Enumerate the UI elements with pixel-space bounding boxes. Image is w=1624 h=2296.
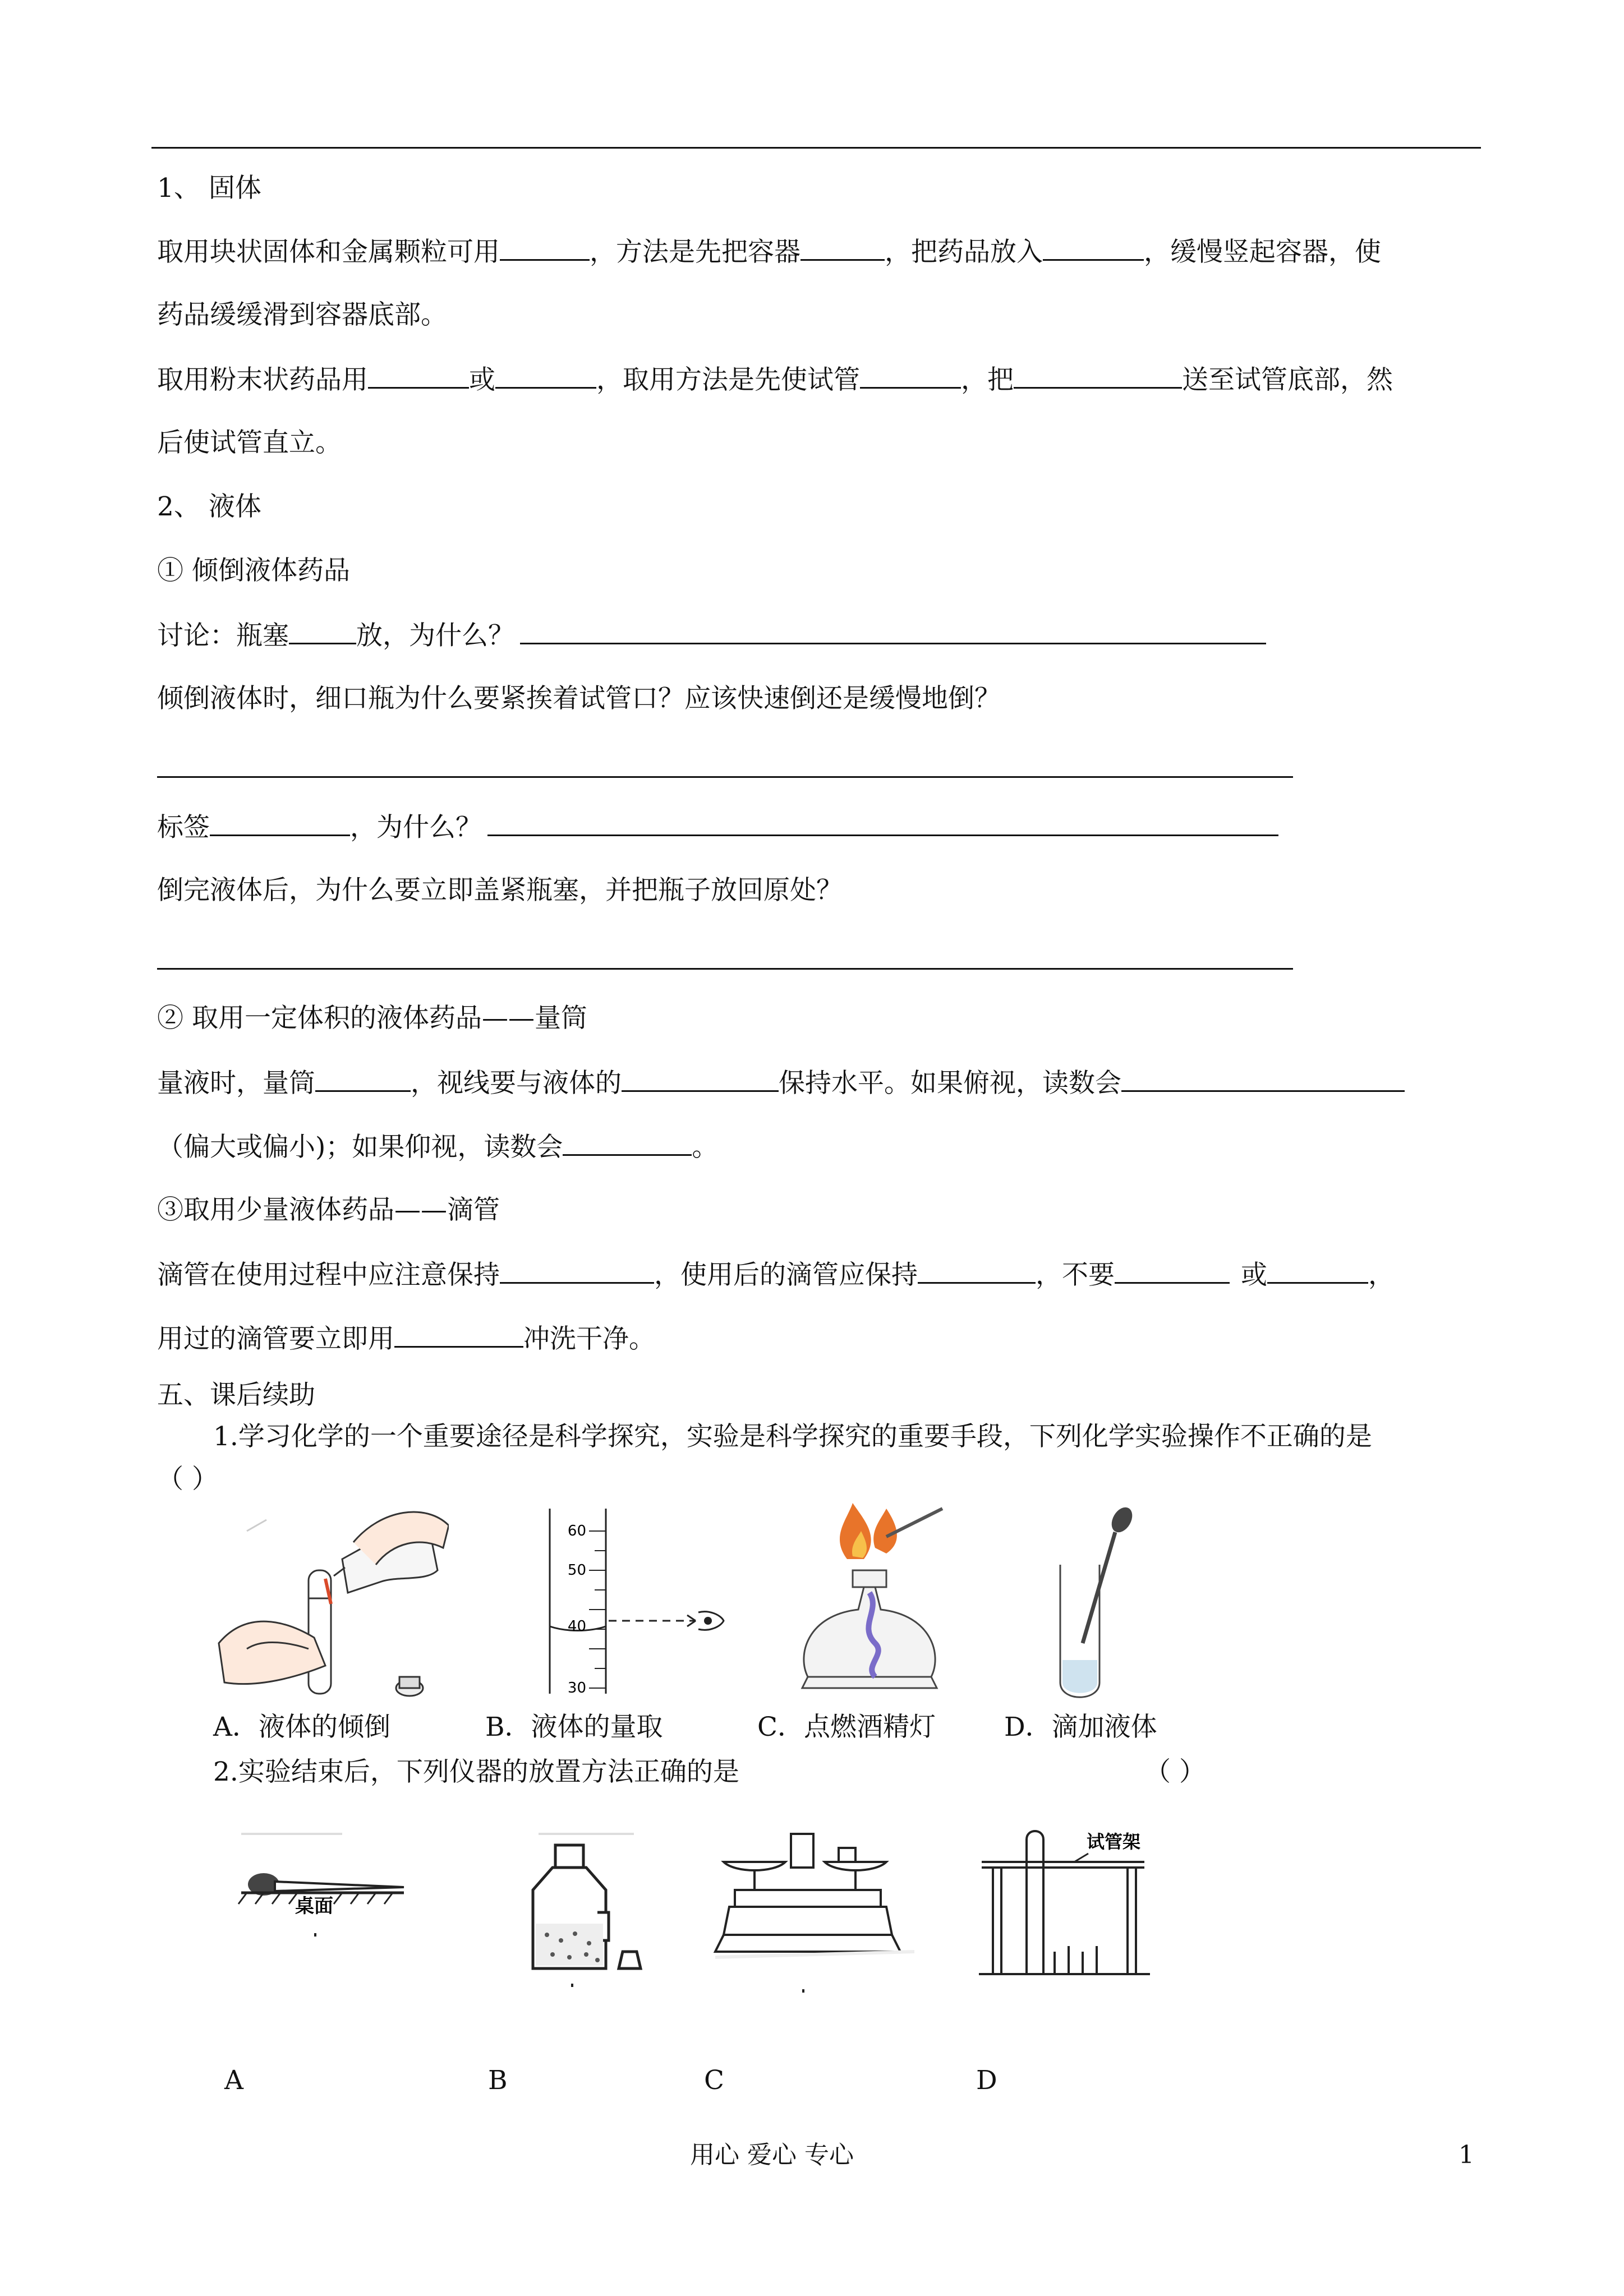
measuring-cylinder-figure [527,1509,729,1699]
option-A[interactable]: A．液体的倾倒 [213,1712,390,1742]
option-B[interactable]: B [488,2065,508,2096]
fill-blank[interactable] [1115,1257,1230,1284]
option-A[interactable]: A [224,2065,243,2096]
fill-blank[interactable] [500,234,590,261]
text: ，缓慢竖起容器，使 [1144,237,1381,268]
fill-blank[interactable] [394,1321,523,1348]
alcohol-lamp-figure [797,1497,999,1705]
subheading-cylinder: ② 取用一定体积的液体药品——量筒 [157,1003,587,1034]
text: ，取用方法是先使试管 [596,365,860,395]
header-rule [151,147,1481,149]
text: 送至试管底部，然 [1182,365,1393,395]
text: ，把 [961,365,1014,395]
text: ，使用后的滴管应保持 [654,1260,918,1290]
paragraph-line [157,1066,1405,1100]
paragraph-line: 后使试管直立。 [157,427,342,458]
text: 放，为什么？ [356,620,514,651]
question-line [157,810,1278,845]
fill-blank[interactable] [1014,362,1182,389]
dropper-figure [1043,1503,1144,1705]
answer-blank[interactable] [520,618,1266,644]
text: 滴管在使用过程中应注意保持 [157,1260,500,1290]
text: 标签 [157,812,210,843]
section-heading-solid: 1、 固体 [157,173,261,204]
fill-blank[interactable] [210,810,350,836]
answer-line[interactable] [157,968,1293,970]
fill-blank[interactable] [918,1257,1036,1284]
text: 或 [1241,1260,1267,1290]
option-B[interactable]: B．液体的量取 [485,1712,663,1742]
text: 或 [469,365,495,395]
text: （偏大或偏小)；如果仰视，读数会 [157,1132,563,1163]
paragraph-line: 药品缓缓滑到容器底部。 [157,299,447,330]
fill-blank[interactable] [495,362,596,389]
question-2: 2.实验结束后，下列仪器的放置方法正确的是 [213,1756,739,1787]
subheading-pour: ① 倾倒液体药品 [157,555,350,586]
option-C[interactable]: C．点燃酒精灯 [757,1712,936,1742]
tick-label: 50 [567,1562,586,1579]
balance-figure [712,1823,926,1997]
tick-label: 40 [567,1618,586,1635]
text: ，为什么？ [350,812,482,843]
fill-blank[interactable] [315,1066,411,1092]
text: 取用粉末状药品用 [157,365,368,395]
rack-label: 试管架 [1086,1831,1141,1852]
answer-paren[interactable]: （ ） [1144,1756,1206,1787]
question-line: 倒完液体后，为什么要立即盖紧瓶塞，并把瓶子放回原处？ [157,875,843,906]
text: 保持水平。如果俯视，读数会 [779,1068,1121,1099]
question-line: 倾倒液体时，细口瓶为什么要紧挨着试管口？应该快速倒还是缓慢地倒？ [157,683,1001,714]
text: 量液时，量筒 [157,1068,315,1099]
page-number: 1 [1459,2141,1474,2169]
text: ，把药品放入 [885,237,1043,268]
question-1: 1.学习化学的一个重要途径是科学探究，实验是科学探究的重要手段，下列化学实验操作不正确的是 [213,1421,1372,1452]
text: 冲洗干净。 [523,1324,655,1354]
fill-blank[interactable] [500,1257,654,1284]
text: ，不要 [1036,1260,1115,1290]
paragraph-line [157,362,1393,397]
table-label: 桌面 [295,1895,333,1917]
tick-label: 30 [567,1680,586,1696]
fill-blank[interactable] [860,362,961,389]
paragraph-line [157,1321,655,1356]
section-heading-liquid: 2、 液体 [157,491,261,522]
pouring-liquid-figure [213,1497,449,1711]
text: 。 [692,1132,719,1163]
answer-paren[interactable]: （ ） [157,1464,218,1495]
option-C[interactable]: C [704,2065,724,2096]
subheading-dropper: ③取用少量液体药品——滴管 [157,1195,500,1225]
fill-blank[interactable] [1121,1066,1405,1092]
option-D[interactable]: D．滴加液体 [1004,1712,1157,1742]
paragraph-line [157,234,1381,269]
fill-blank[interactable] [368,362,469,389]
paragraph-line [157,1129,718,1164]
text: 用过的滴管要立即用 [157,1324,394,1354]
paragraph-line [157,1257,1395,1292]
fill-blank[interactable] [563,1129,692,1156]
text: 取用块状固体和金属颗粒可用 [157,237,500,268]
fill-blank[interactable] [1043,234,1144,261]
section-heading-exercises: 五、课后续助 [157,1380,315,1410]
fill-blank[interactable] [1267,1257,1368,1284]
tick-label: 60 [567,1523,586,1539]
fill-blank[interactable] [622,1066,779,1092]
answer-blank[interactable] [487,810,1278,836]
text: ，视线要与液体的 [411,1068,622,1099]
footer-motto: 用心 爱心 专心 [690,2141,854,2169]
text: 讨论：瓶塞 [157,620,289,651]
reagent-bottle-figure [522,1828,656,1991]
test-tube-rack-figure [976,1823,1161,1991]
text: ，方法是先把容器 [590,237,801,268]
dropper-on-table-figure [230,1828,415,1940]
question-line [157,618,1266,653]
text: ， [1368,1260,1395,1290]
option-D[interactable]: D [976,2065,997,2096]
answer-line[interactable] [157,776,1293,778]
fill-blank[interactable] [801,234,885,261]
fill-blank[interactable] [289,618,356,644]
